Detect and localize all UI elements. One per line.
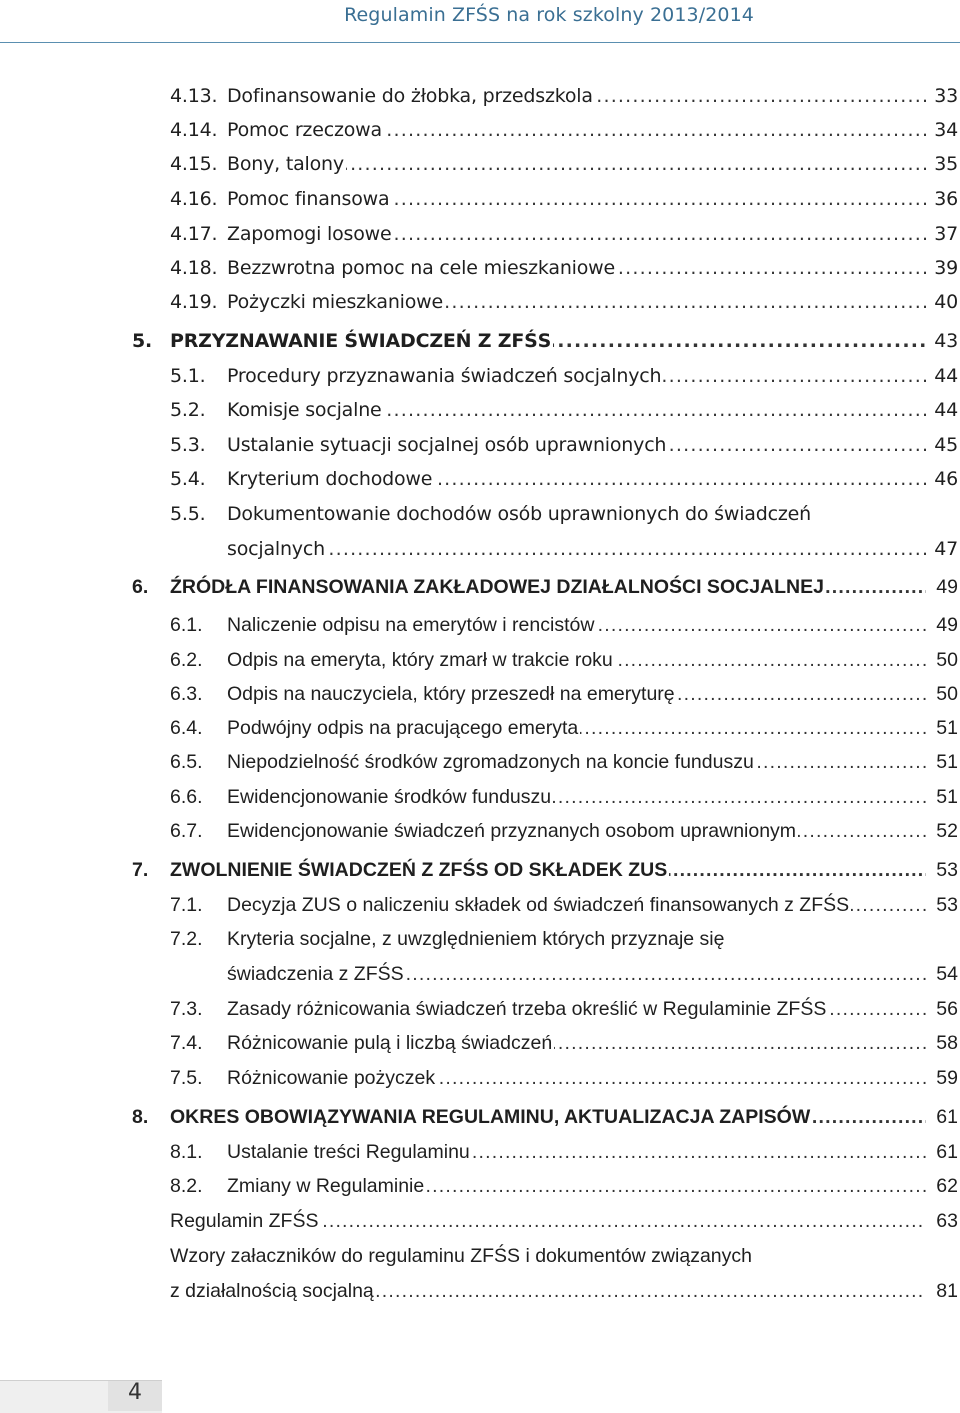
toc-entry[interactable] [0,1026,960,1060]
toc-entry[interactable] [0,182,960,216]
toc-entry[interactable] [0,957,960,991]
toc-entry-number: 5.3. [170,434,206,456]
toc-entry[interactable] [0,359,960,393]
toc-entry-page: 51 [936,786,958,808]
toc-entry[interactable] [0,780,960,814]
toc-entry[interactable] [0,285,960,319]
toc-entry-page: 46 [934,468,958,490]
toc-entry-title: Odpis na emeryta, który zmarł w trakcie roku [227,649,613,671]
toc-entry[interactable] [0,922,960,956]
toc-entry-number: 6. [132,576,149,598]
toc-entry-page: 61 [936,1141,958,1163]
toc-entry-title: ŹRÓDŁA FINANSOWANIA ZAKŁADOWEJ DZIAŁALNOŚCI SOCJALNEJ [170,576,824,598]
toc-entry-number: 6.1. [170,614,203,636]
toc-entry-page: 40 [934,291,958,313]
toc-entry-number: 5.5. [170,503,206,525]
toc-entry[interactable] [0,1100,960,1134]
toc-entry-page: 51 [936,751,958,773]
toc-entry-number: 7.5. [170,1067,203,1089]
toc-entry-title: Odpis na nauczyciela, który przeszedł na emeryturę [227,683,675,705]
toc-entry-number: 7.2. [170,928,203,950]
toc-entry-number: 7. [132,859,149,881]
header-rule [0,42,960,43]
toc-entry-number: 4.16. [170,188,218,210]
toc-entry[interactable] [0,79,960,113]
toc-entry-page: 58 [936,1032,958,1054]
toc-entry-title: Bezzwrotna pomoc na cele mieszkaniowe [227,257,616,279]
toc-entry[interactable] [0,393,960,427]
toc-entry-page: 35 [934,153,958,175]
toc-entry-title: Ustalanie treści Regulaminu [227,1141,470,1163]
toc-entry-page: 61 [936,1106,958,1128]
toc-entry-title: Niepodzielność środków zgromadzonych na koncie funduszu [227,751,754,773]
toc-entry-title: socjalnych [227,538,325,560]
toc-entry-page: 51 [936,717,958,739]
toc-entry-page: 34 [934,119,958,141]
toc-entry-title: Procedury przyznawania świadczeń socjalnych [227,365,662,387]
toc-entry-title: Kryteria socjalne, z uwzględnieniem których przyznaje się [227,928,725,950]
toc-entry-title: z działalnością socjalną [170,1280,374,1302]
toc-entry-page: 37 [934,223,958,245]
toc-entry-title: Zapomogi losowe [227,223,392,245]
toc-entry-title: Podwójny odpis na pracującego emeryta [227,717,579,739]
toc-entry-number: 8. [132,1106,149,1128]
toc-entry[interactable] [0,217,960,251]
toc-entry[interactable] [0,113,960,147]
toc-entry-title: Decyzja ZUS o naliczeniu składek od świadczeń finansowanych z ZFŚS [227,894,850,916]
toc-entry[interactable] [0,570,960,604]
toc-entry-title: Komisje socjalne [227,399,382,421]
toc-entry[interactable] [0,745,960,779]
toc-entry-page: 62 [936,1175,958,1197]
toc-entry-title: Regulamin ZFŚS [170,1210,319,1232]
toc-entry[interactable] [0,1061,960,1095]
toc-entry[interactable] [0,1239,960,1273]
toc-entry[interactable] [0,992,960,1026]
toc-entry-page: 81 [936,1280,958,1302]
toc-entry[interactable] [0,888,960,922]
toc-entry-number: 8.1. [170,1141,203,1163]
toc-entry-number: 7.3. [170,998,203,1020]
toc-entry-title: Pomoc finansowa [227,188,390,210]
toc-entry-page: 33 [934,85,958,107]
toc-entry-title: Wzory załaczników do regulaminu ZFŚS i dokumentów związanych [170,1245,752,1267]
toc-entry-page: 52 [936,820,958,842]
toc-entry[interactable] [0,147,960,181]
toc-entry[interactable] [0,1204,960,1238]
toc-entry-title: Ustalanie sytuacji socjalnej osób uprawnionych [227,434,667,456]
toc-entry-number: 4.13. [170,85,218,107]
toc-entry-page: 43 [934,330,958,352]
toc-entry-number: 5.2. [170,399,206,421]
toc-entry-title: Naliczenie odpisu na emerytów i rencistów [227,614,595,636]
toc-entry[interactable] [0,251,960,285]
toc-entry-title: świadczenia z ZFŚS [227,963,404,985]
toc-entry-number: 4.19. [170,291,218,313]
toc-entry-page: 49 [936,614,958,636]
running-header: Regulamin ZFŚS na rok szkolny 2013/2014 [344,4,754,26]
toc-entry-title: Kryterium dochodowe [227,468,433,490]
toc-entry-title: Dokumentowanie dochodów osób uprawnionych do świadczeń [227,503,811,525]
toc-entry-page: 50 [936,649,958,671]
toc-entry-number: 4.17. [170,223,218,245]
toc-entry-number: 6.7. [170,820,203,842]
toc-entry-number: 6.6. [170,786,203,808]
toc-entry-number: 5.1. [170,365,206,387]
toc-entry-title: OKRES OBOWIĄZYWANIA REGULAMINU, AKTUALIZACJA ZAPISÓW [170,1106,811,1128]
toc-entry-title: Dofinansowanie do żłobka, przedszkola [227,85,593,107]
toc-entry-page: 56 [936,998,958,1020]
toc-entry-page: 49 [936,576,958,598]
toc-entry[interactable] [0,462,960,496]
toc-entry-title: Pożyczki mieszkaniowe [227,291,443,313]
toc-entry[interactable] [0,1274,960,1308]
toc-entry-page: 63 [936,1210,958,1232]
toc-entry[interactable] [0,643,960,677]
toc-entry-page: 53 [936,859,958,881]
toc-entry-page: 36 [934,188,958,210]
toc-entry-title: Bony, talony [227,153,344,175]
toc-entry-number: 7.4. [170,1032,203,1054]
toc-entry[interactable] [0,853,960,887]
toc-entry-number: 4.18. [170,257,218,279]
toc-entry-number: 4.14. [170,119,218,141]
toc-entry-number: 6.5. [170,751,203,773]
toc-entry-page: 45 [934,434,958,456]
toc-entry-title: Różnicowanie pożyczek [227,1067,436,1089]
toc-entry-number: 7.1. [170,894,203,916]
toc-entry[interactable] [0,428,960,462]
toc-entry-number: 6.4. [170,717,203,739]
toc-entry-number: 8.2. [170,1175,203,1197]
toc-entry[interactable] [0,324,960,358]
toc-entry[interactable] [0,1169,960,1203]
toc-entry-title: Różnicowanie pulą i liczbą świadczeń [227,1032,553,1054]
toc-entry-title: Pomoc rzeczowa [227,119,382,141]
toc-entry-title: Zasady różnicowania świadczeń trzeba określić w Regulaminie ZFŚS [227,998,827,1020]
toc-entry-number: 4.15. [170,153,218,175]
toc-entry-page: 44 [934,399,958,421]
toc-entry-title: PRZYZNAWANIE ŚWIADCZEŃ Z ZFŚS [170,330,552,352]
toc-entry-page: 39 [934,257,958,279]
toc-entry-page: 50 [936,683,958,705]
toc-entry-number: 6.2. [170,649,203,671]
toc-entry-page: 47 [934,538,958,560]
toc-entry-title: Zmiany w Regulaminie [227,1175,425,1197]
toc-entry[interactable] [0,677,960,711]
toc-entry-page: 53 [936,894,958,916]
toc-entry-number: 5.4. [170,468,206,490]
toc-entry-number: 6.3. [170,683,203,705]
toc-entry[interactable] [0,497,960,531]
page-number: 4 [128,1380,142,1405]
toc-entry[interactable] [0,711,960,745]
toc-entry[interactable] [0,814,960,848]
toc-entry-page: 44 [934,365,958,387]
toc-entry[interactable] [0,532,960,566]
toc-entry-page: 54 [936,963,958,985]
toc-entry[interactable] [0,608,960,642]
toc-entry-page: 59 [936,1067,958,1089]
toc-entry-number: 5. [132,330,153,352]
toc-entry[interactable] [0,1135,960,1169]
toc-entry-title: ZWOLNIENIE ŚWIADCZEŃ Z ZFŚS OD SKŁADEK ZUS [170,859,668,881]
toc-entry-title: Ewidencjonowanie środków funduszu [227,786,552,808]
toc-entry-title: Ewidencjonowanie świadczeń przyznanych osobom uprawnionym [227,820,797,842]
